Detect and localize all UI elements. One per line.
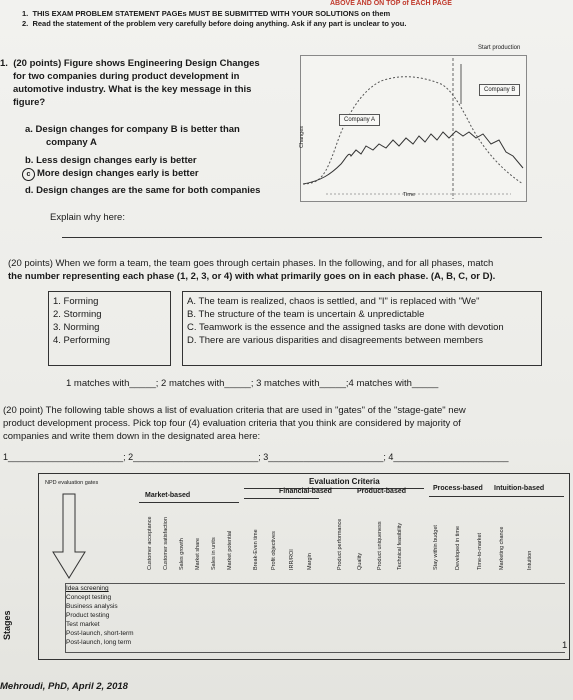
criterion-7: Break-Even time: [253, 529, 259, 570]
header-top-right: ABOVE AND ON TOP of EACH PAGE: [330, 0, 452, 7]
financial-group-rule: [244, 498, 319, 499]
q2-match-blanks[interactable]: 1 matches with_____; 2 matches with_____; 3 matches with_____;4 matches with_____: [66, 378, 439, 389]
q2-line-1: (20 points) When we form a team, the team goes through certain phases. In the following, and for all phases, match: [8, 258, 494, 269]
footer-author: Mehroudi, PhD, April 2, 2018: [0, 681, 128, 692]
q1-option-a-cont: company A: [46, 137, 97, 148]
group-market: Market-based: [145, 492, 191, 499]
design-changes-figure: [300, 55, 527, 202]
stage-list: [66, 584, 134, 647]
chart-x-label: Time: [403, 192, 416, 198]
instruction-2-text: Read the statement of the problem very carefully before doing anything. Ask if any part is unclear to you.: [32, 19, 407, 28]
criterion-1: Customer acceptance: [147, 516, 153, 570]
company-b-label: Company B: [479, 84, 520, 96]
chart-y-label: Changes: [299, 125, 306, 149]
phases-box: [48, 291, 171, 366]
stages-top-rule: [65, 583, 565, 584]
q1-option-c-text: More design changes early is better: [37, 168, 199, 179]
q3-line-2: product development process. Pick top four (4) evaluation criteria that you think are considered by majority of: [3, 418, 461, 429]
evaluation-criteria-title: Evaluation Criteria: [309, 477, 380, 486]
q1-question: 1. (20 points) Figure shows Engineering Design Changes for two companies during product development in automotive industry. What is the key message in this figure?: [0, 58, 260, 108]
stage-1: Idea screening: [66, 585, 109, 592]
design-changes-curves: [301, 56, 526, 201]
group-process: Process-based: [433, 485, 483, 492]
q1-line-3: automotive industry. What is the key message in this: [13, 84, 252, 95]
phase-3: 3. Norming: [53, 322, 100, 333]
group-financial: Financial-based: [279, 488, 332, 495]
criterion-18: Marketing chance: [499, 526, 505, 570]
criterion-13: Product uniqueness: [377, 521, 383, 570]
q1-line-4: figure?: [13, 97, 46, 108]
descriptions-box: [182, 291, 542, 366]
company-a-label: Company A: [339, 114, 380, 126]
description-c: C. Teamwork is the essence and the assigned tasks are done with devotion: [187, 322, 504, 333]
stage-5: Test market: [66, 621, 100, 628]
criterion-17: Time-to-market: [477, 532, 483, 570]
stages-label: Stages: [2, 610, 12, 640]
market-group-rule: [139, 502, 239, 503]
q1-option-d[interactable]: d. Design changes are the same for both companies: [25, 185, 261, 196]
npd-gates-label: NPD evaluation gates: [45, 480, 99, 486]
page-number: 1: [562, 640, 568, 651]
phase-4: 4. Performing: [53, 335, 111, 346]
selected-answer-circle: c: [22, 168, 35, 181]
q3-line-3: companies and write them down in the designated area here:: [3, 431, 261, 442]
description-d: D. There are various disparities and disagreements between members: [187, 335, 484, 346]
criterion-6: Market potential: [227, 530, 233, 570]
q1-option-c[interactable]: [22, 168, 199, 181]
description-b: B. The structure of the team is uncertain & unpredictable: [187, 309, 425, 320]
company-a-curve: [303, 131, 523, 184]
criterion-12: Quality: [357, 552, 363, 570]
stage-3: Business analysis: [66, 603, 118, 610]
criterion-19: Intuition: [527, 550, 533, 570]
explain-answer-line[interactable]: [62, 237, 542, 238]
q1-line-1: (20 points) Figure shows Engineering Design Changes: [13, 58, 260, 69]
stage-7: Post-launch, long term: [66, 639, 132, 646]
criterion-11: Product performance: [337, 518, 343, 570]
phase-2: 2. Storming: [53, 309, 102, 320]
stages-bottom-rule: [65, 652, 565, 653]
instruction-1: 1. THIS EXAM PROBLEM STATEMENT PAGEs MUST BE SUBMITTED WITH YOUR SOLUTIONS on them: [22, 9, 391, 18]
stage-2: Concept testing: [66, 594, 112, 601]
q1-line-2: for two companies during product development in: [13, 71, 240, 82]
q3-line-1: (20 point) The following table shows a list of evaluation criteria that are used in "gates" of the "stage-gate" new: [3, 405, 466, 416]
criterion-16: Developed in time: [455, 525, 461, 570]
down-arrow-icon: [49, 492, 89, 582]
criterion-2: Customer satisfaction: [163, 517, 169, 570]
criterion-8: Profit objectives: [271, 531, 277, 570]
q2-line-2: the number representing each phase (1, 2, 3, or 4) with what primarily goes on in each phase. (A, B, C, or D).: [8, 271, 496, 282]
q3-answer-blanks[interactable]: 1_______________________; 2_________________________; 3_______________________; 4_______________________: [3, 452, 509, 462]
stage-6: Post-launch, short-term: [66, 630, 134, 637]
stage-4: Product testing: [66, 612, 110, 619]
q1-option-b[interactable]: b. Less design changes early is better: [25, 155, 197, 166]
criterion-5: Sales in units: [211, 537, 217, 570]
group-product: Product-based: [357, 488, 407, 495]
criterion-3: Sales growth: [179, 538, 185, 570]
instruction-1-text: THIS EXAM PROBLEM STATEMENT PAGEs MUST BE SUBMITTED WITH YOUR SOLUTIONS on them: [32, 9, 391, 18]
criterion-9: IRR/ROI: [289, 549, 295, 570]
process-group-rule: [429, 496, 564, 497]
criterion-4: Market share: [195, 537, 201, 570]
explain-label: Explain why here:: [50, 212, 125, 223]
criterion-10: Margin: [307, 553, 313, 570]
description-a: A. The team is realized, chaos is settled, and "I" is replaced with "We": [187, 296, 480, 307]
q1-option-a[interactable]: a. Design changes for company B is better than: [25, 124, 240, 135]
criterion-14: Technical feasibility: [397, 522, 403, 570]
group-intuition: Intuition-based: [494, 485, 545, 492]
phase-1: 1. Forming: [53, 296, 99, 307]
chart-start-production-label: Start production: [478, 45, 521, 51]
instruction-2: 2. Read the statement of the problem very carefully before doing anything. Ask if any part is unclear to you.: [22, 19, 407, 28]
criterion-15: Stay within budget: [433, 525, 439, 570]
